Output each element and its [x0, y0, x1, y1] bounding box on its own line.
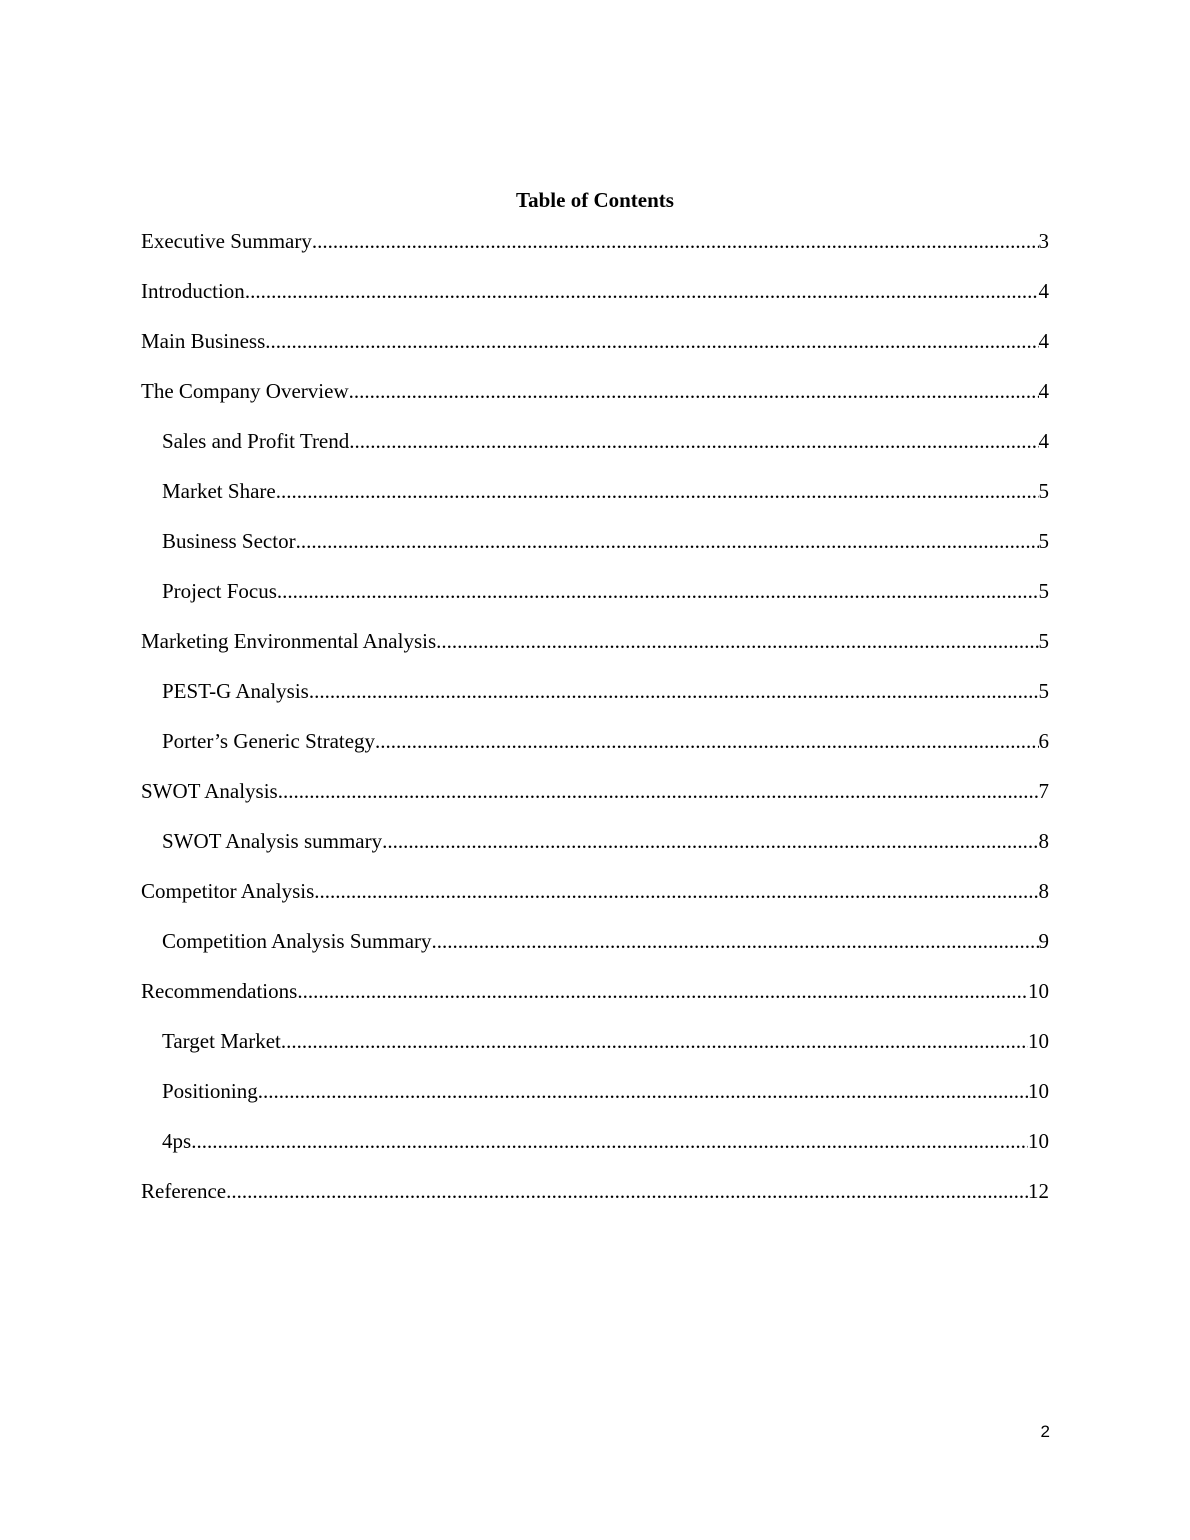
toc-entry-label: Main Business [141, 329, 266, 353]
toc-dot-leader [258, 1075, 1028, 1107]
toc-entry-page: 4 [1038, 329, 1049, 353]
toc-entry-business-sector[interactable] [141, 525, 1049, 575]
toc-title: Table of Contents [516, 188, 674, 212]
toc-entry-page: 12 [1028, 1179, 1049, 1203]
toc-dot-leader [349, 425, 1038, 457]
toc-dot-leader [312, 225, 1039, 257]
toc-entry-label: Porter’s Generic Strategy [162, 729, 376, 753]
toc-entry-competition-analysis-summary[interactable] [141, 925, 1049, 975]
toc-entry-market-share[interactable] [141, 475, 1049, 525]
toc-entry-label: Target Market [162, 1029, 281, 1053]
toc-entry-sales-profit-trend[interactable] [141, 425, 1049, 475]
toc-entry-page: 4 [1038, 379, 1049, 403]
toc-entry-company-overview[interactable] [141, 375, 1049, 425]
toc-entry-label: SWOT Analysis [141, 779, 278, 803]
toc-entry-label: 4ps [162, 1129, 192, 1153]
toc-list [141, 225, 1049, 1225]
toc-entry-label: Positioning [162, 1079, 258, 1103]
toc-dot-leader [265, 325, 1038, 357]
toc-entry-label: Project Focus [162, 579, 277, 603]
toc-entry-page: 4 [1038, 429, 1049, 453]
toc-entry-page: 5 [1038, 479, 1049, 503]
toc-entry-swot-analysis-summary[interactable] [141, 825, 1049, 875]
toc-entry-label: Sales and Profit Trend [162, 429, 350, 453]
toc-dot-leader [349, 375, 1039, 407]
toc-dot-leader [297, 975, 1028, 1007]
toc-dot-leader [296, 525, 1039, 557]
toc-entry-main-business[interactable] [141, 325, 1049, 375]
toc-entry-label: Business Sector [162, 529, 296, 553]
toc-entry-page: 10 [1028, 979, 1049, 1003]
toc-dot-leader [276, 475, 1039, 507]
toc-entry-introduction[interactable] [141, 275, 1049, 325]
toc-entry-page: 5 [1038, 679, 1049, 703]
toc-dot-leader [375, 725, 1038, 757]
toc-entry-page: 10 [1028, 1029, 1049, 1053]
toc-entry-page: 5 [1038, 579, 1049, 603]
toc-entry-label: Competitor Analysis [141, 879, 315, 903]
page-number: 2 [1040, 1422, 1050, 1441]
toc-entry-recommendations[interactable] [141, 975, 1049, 1025]
toc-entry-page: 6 [1038, 729, 1049, 753]
toc-entry-label: Introduction [141, 279, 245, 303]
toc-entry-positioning[interactable] [141, 1075, 1049, 1125]
toc-entry-page: 3 [1038, 229, 1049, 253]
toc-entry-page: 10 [1028, 1129, 1049, 1153]
toc-dot-leader [432, 925, 1039, 957]
toc-entry-label: PEST-G Analysis [162, 679, 309, 703]
toc-entry-label: Market Share [162, 479, 276, 503]
toc-entry-executive-summary[interactable] [141, 225, 1049, 275]
toc-entry-marketing-environmental-analysis[interactable] [141, 625, 1049, 675]
toc-entry-page: 8 [1038, 879, 1049, 903]
toc-dot-leader [277, 575, 1039, 607]
toc-entry-reference[interactable] [141, 1175, 1049, 1225]
toc-entry-label: Recommendations [141, 979, 298, 1003]
toc-entry-label: Executive Summary [141, 229, 312, 253]
toc-dot-leader [309, 675, 1039, 707]
toc-entry-page: 8 [1038, 829, 1049, 853]
toc-entry-label: The Company Overview [141, 379, 349, 403]
toc-dot-leader [314, 875, 1038, 907]
toc-entry-competitor-analysis[interactable] [141, 875, 1049, 925]
toc-entry-pest-g-analysis[interactable] [141, 675, 1049, 725]
toc-entry-page: 5 [1038, 529, 1049, 553]
toc-entry-label: Competition Analysis Summary [162, 929, 432, 953]
toc-dot-leader [245, 275, 1039, 307]
toc-entry-target-market[interactable] [141, 1025, 1049, 1075]
toc-entry-label: Marketing Environmental Analysis [141, 629, 437, 653]
toc-entry-swot-analysis[interactable] [141, 775, 1049, 825]
toc-entry-page: 4 [1038, 279, 1049, 303]
toc-entry-project-focus[interactable] [141, 575, 1049, 625]
toc-entry-4ps[interactable] [141, 1125, 1049, 1175]
toc-entry-page: 10 [1028, 1079, 1049, 1103]
toc-entry-page: 9 [1038, 929, 1049, 953]
toc-dot-leader [278, 775, 1039, 807]
toc-dot-leader [226, 1175, 1028, 1207]
toc-dot-leader [281, 1025, 1028, 1057]
toc-dot-leader [191, 1125, 1028, 1157]
toc-entry-page: 7 [1038, 779, 1049, 803]
toc-dot-leader [436, 625, 1038, 657]
toc-dot-leader [382, 825, 1038, 857]
toc-entry-label: SWOT Analysis summary [162, 829, 383, 853]
toc-entry-page: 5 [1038, 629, 1049, 653]
toc-entry-porters-generic-strategy[interactable] [141, 725, 1049, 775]
toc-entry-label: Reference [141, 1179, 227, 1203]
